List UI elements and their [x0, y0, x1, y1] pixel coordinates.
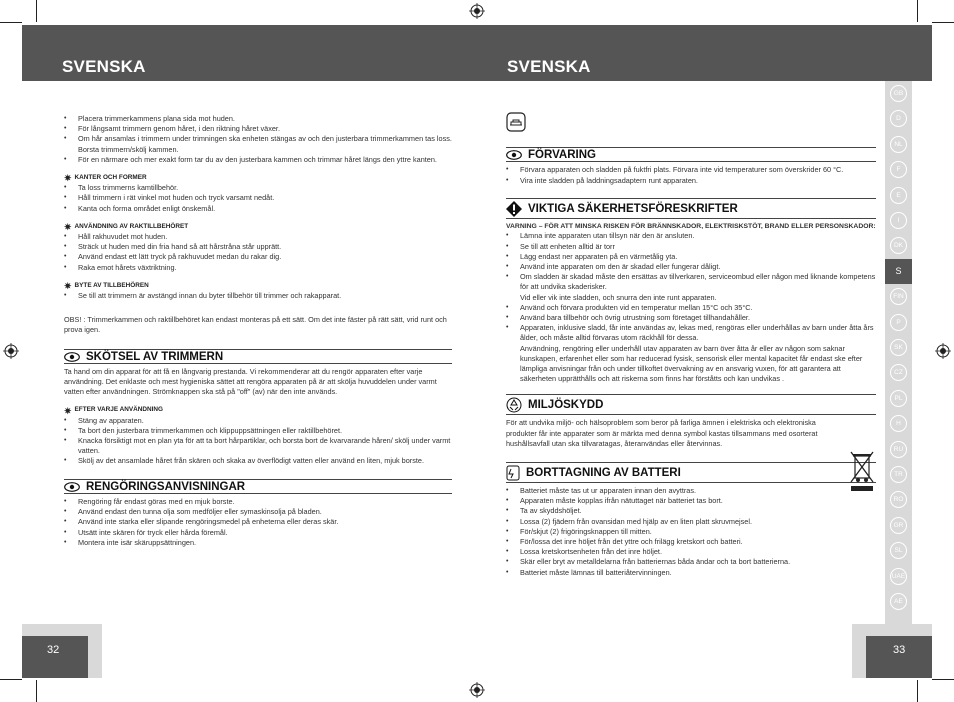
section-heading-cleaning — [64, 479, 452, 494]
list-item: • Ta loss trimmerns kamtillbehör. — [64, 183, 452, 193]
section-title: MILJÖSKYDD — [528, 399, 604, 412]
tab-lang-nl[interactable]: NL — [890, 136, 907, 153]
section-title: SKÖTSEL AV TRIMMERN — [86, 350, 224, 363]
shaver-list — [64, 232, 452, 273]
page-number-left — [22, 636, 88, 678]
tab-lang-pl[interactable]: PL — [890, 390, 907, 407]
list-item: • Kanta och forma området enligt önskemål. — [64, 204, 452, 214]
list-item: • Håll rakhuvudet mot huden. — [64, 232, 452, 242]
crop-mark — [917, 680, 918, 702]
recycle-icon — [506, 397, 522, 413]
battery-icon — [506, 465, 520, 481]
list-item: • Sträck ut huden med din fria hand så att hårstråna står upprätt. — [64, 242, 452, 252]
list-item: • Stäng av apparaten. — [64, 416, 452, 426]
list-item: • Lossa kretskortsenheten från det inre höljet. — [506, 547, 876, 557]
list-item: • För långsamt trimmern genom håret, i den riktning håret växer. — [64, 124, 452, 134]
section-heading-environment — [506, 394, 876, 415]
list-item: • För/lossa det inre höljet från det yttre och frilägg kretskort och batteri. — [506, 537, 876, 547]
crop-mark — [932, 22, 954, 23]
page-number: 33 — [893, 644, 906, 656]
tab-lang-sk[interactable]: SK — [890, 339, 907, 356]
subheading — [64, 405, 452, 415]
list-item: • Använd bara tillbehör och övrig utrustning som företaget tillhandahåller. — [506, 313, 876, 323]
right-page-header — [477, 25, 932, 81]
tab-lang-tr[interactable]: TR — [890, 466, 907, 483]
cleaning-list — [64, 497, 452, 548]
list-item: • Lägg endast ner apparaten på en värmetålig yta. — [506, 252, 876, 262]
tab-lang-fin[interactable]: FIN — [890, 288, 907, 305]
warning-text: VARNING – FÖR ATT MINSKA RISKEN FÖR BRÄNNSKADOR, ELEKTRISKSTÖT, BRAND ELLER PERSONSKADOR: — [506, 222, 876, 230]
list-item: • Placera trimmerkammens plana sida mot huden. — [64, 114, 452, 124]
list-item: • Batteriet måste lämnas till batteriåtervinningen. — [506, 568, 876, 578]
list-item: • Om hår ansamlas i trimmern under trimningen ska enheten stängas av och den justerbara trimmerkammen tas loss. Borsta trimmern/skölj kammen. — [64, 134, 452, 154]
tab-lang-f[interactable]: F — [890, 161, 907, 178]
list-item: • Lossa (2) fjädern från ovansidan med hjälp av en liten platt skruvmejsel. — [506, 517, 876, 527]
list-item: • Skär eller bryt av metalldelarna från batteriernas båda ändar och ta bort batterierna. — [506, 557, 876, 567]
subheading-label: EFTER VARJE ANVÄNDNING — [74, 406, 163, 414]
eye-icon — [64, 482, 80, 492]
list-item: • Se till att enheten alltid är torr — [506, 242, 876, 252]
list-item: • Använd endast den tunna olja som medföljer eller symaskinsolja på bladen. — [64, 507, 452, 517]
list-item: • Förvara apparaten och sladden på fuktfri plats. Förvara inte vid temperaturer som överskrider 60 °C. — [506, 165, 876, 175]
safety-list — [506, 231, 876, 384]
tab-lang-d[interactable]: D — [890, 110, 907, 127]
registration-mark-icon — [935, 343, 951, 359]
tab-lang-sl[interactable]: SL — [890, 542, 907, 559]
list-item: • Se till att trimmern är avstängd innan du byter tillbehör till trimmer och rakapparat. — [64, 291, 452, 301]
sparkle-icon: ✷ — [64, 405, 72, 416]
crop-mark — [36, 0, 37, 22]
page-title: SVENSKA — [507, 57, 591, 76]
sparkle-icon: ✷ — [64, 280, 72, 291]
list-item: • Utsätt inte skären för tryck eller hårda föremål. — [64, 528, 452, 538]
list-item: • Ta bort den justerbara trimmerkammen och klippuppsättningen eller raktillbehöret. — [64, 426, 452, 436]
section-heading-storage — [506, 147, 876, 162]
list-item: • För en närmare och mer exakt form tar du av den justerbara kammen och trimmar håret längs den yttre kanten. — [64, 155, 452, 165]
list-item: • Använd inte starka eller slipande rengöringsmedel på enheterna eller deras skär. — [64, 517, 452, 527]
eye-icon — [506, 150, 522, 160]
tab-lang-i[interactable]: I — [890, 212, 907, 229]
registration-mark-icon — [469, 682, 485, 698]
tab-lang-h[interactable]: H — [890, 415, 907, 432]
registration-mark-icon — [469, 3, 485, 19]
section-heading-safety — [506, 198, 876, 219]
list-item: • Ta av skyddshöljet. — [506, 506, 876, 516]
left-column — [64, 114, 452, 548]
left-page-header — [22, 25, 477, 81]
tab-lang-gb[interactable]: GB — [890, 85, 907, 102]
battery-list — [506, 486, 876, 578]
list-item: • Raka emot hårets växtriktning. — [64, 263, 452, 273]
subheading — [64, 222, 452, 232]
tab-lang-p[interactable]: P — [890, 314, 907, 331]
tab-lang-gr[interactable]: GR — [890, 517, 907, 534]
crop-mark — [36, 680, 37, 702]
crossed-bin-icon — [849, 450, 875, 492]
subheading — [64, 173, 452, 183]
list-item: • Använd och förvara produkten vid en temperatur mellan 15°C och 35°C. — [506, 303, 876, 313]
tab-lang-uae[interactable]: UAE — [890, 568, 907, 585]
subheading-label: ANVÄNDNING AV RAKTILLBEHÖRET — [74, 222, 189, 230]
edges-list — [64, 183, 452, 214]
tab-lang-dk[interactable]: DK — [890, 237, 907, 254]
page-title: SVENSKA — [62, 57, 146, 76]
page-number-right — [866, 636, 932, 678]
list-item: • Om sladden är skadad måste den ersättas av tillverkaren, serviceombud eller någon med liknande kompetens för att undvika skaderisker. Vid eller vik inte sladden, och snurra den inte runt apparaten. — [506, 272, 876, 303]
list-item: • Använd inte apparaten om den är skadad eller fungerar dåligt. — [506, 262, 876, 272]
intro-list — [64, 114, 452, 165]
list-item: • Apparaten, inklusive sladd, får inte användas av, lekas med, rengöras eller underhållas av barn under åtta års ålder, och måste alltid förvaras utom räckhåll för dessa. Användning, rengöring eller underhåll utav apparaten av barn över åtta år eller av någon som saknar kunskapen, erfarenhet eller som har reducerad fysisk, sensorisk eller mental kapacitet får endast ske efter lämpliga anvisningar från och under tillkoftet övervakning av en ansvarig vuxen, för att garantera att säkerheten upprätthålls och att riskerna som finns har förståtts och kan undvikas . — [506, 323, 876, 384]
list-item: • Skölj av det ansamlade håret från skären och skaka av överflödigt vatten eller använd en liten, mjuk borste. — [64, 456, 452, 466]
list-item: • Batteriet måste tas ut ur apparaten innan den avyttras. — [506, 486, 876, 496]
tab-lang-e[interactable]: E — [890, 187, 907, 204]
section-heading-care — [64, 349, 452, 364]
crop-mark — [932, 679, 954, 680]
tab-lang-cz[interactable]: CZ — [890, 364, 907, 381]
crop-mark — [0, 679, 22, 680]
page-number: 32 — [47, 644, 60, 656]
subheading-label: KANTER OCH FORMER — [74, 174, 147, 182]
list-item: • Rengöring får endast göras med en mjuk borste. — [64, 497, 452, 507]
section-title: BORTTAGNING AV BATTERI — [526, 466, 681, 479]
subheading-label: BYTE AV TILLBEHÖREN — [74, 281, 149, 289]
list-item: • Apparaten måste kopplas ifrån nätuttaget när batteriet tas bort. — [506, 496, 876, 506]
sparkle-icon: ✷ — [64, 221, 72, 232]
section-title: RENGÖRINGSANVISNINGAR — [86, 480, 246, 493]
eye-icon — [64, 352, 80, 362]
crop-mark — [0, 22, 22, 23]
list-item: • Montera inte isär skäruppsättningen. — [64, 538, 452, 548]
list-item: • Använd endast ett lätt tryck på rakhuvudet medan du rakar dig. — [64, 252, 452, 262]
accessories-list — [64, 291, 452, 301]
care-text: Ta hand om din apparat för att få en långvarig prestanda. Vi rekommenderar att du rengör apparaten efter varje användning. Det enklaste och mest hygieniska sättet att rengöra apparaten på är att skölja huvuddelen under varmt vatten efter användningen. Strömknappen ska stå på "off" (av) när den inte används. — [64, 366, 437, 397]
crop-mark — [917, 0, 918, 22]
sparkle-icon: ✷ — [64, 173, 72, 184]
section-title: VIKTIGA SÄKERHETSFÖRESKRIFTER — [528, 202, 738, 215]
language-tabs — [885, 81, 912, 624]
list-item: • Lämna inte apparaten utan tillsyn när den är ansluten. — [506, 231, 876, 241]
section-title: FÖRVARING — [528, 149, 596, 162]
registration-mark-icon — [3, 343, 19, 359]
bed-storage-icon — [506, 112, 526, 132]
list-item: • Knacka försiktigt mot en plan yta för att ta bort hårpartiklar, och borsta bort de kvarvarande håren/ skölj under varmt vatten. — [64, 436, 452, 456]
tab-lang-ro[interactable]: RO — [890, 491, 907, 508]
list-item: • För/skjut (2) frigöringsknappen till mitten. — [506, 527, 876, 537]
right-column — [506, 112, 876, 578]
environment-text: För att undvika miljö- och hälsoproblem som beror på farliga ämnen i elektriska och elektroniska produkter får inte apparater som är märkta med denna symbol kastas tillsammans med osorterat hushållsavfall utan ska tillvaratagas, återanvändas eller återvinnas. — [506, 418, 818, 448]
care-list — [64, 416, 452, 467]
list-item: • Vira inte sladden på laddningsadaptern runt apparaten. — [506, 176, 876, 186]
list-item: • Håll trimmern i rät vinkel mot huden och tryck varsamt nedåt. — [64, 193, 452, 203]
tab-lang-s[interactable]: S — [885, 259, 912, 284]
storage-list — [506, 165, 876, 185]
tab-lang-ru[interactable]: RU — [890, 441, 907, 458]
subheading — [64, 281, 452, 291]
obs-note: OBS! : Trimmerkammen och raktillbehöret kan endast monteras på ett sätt. Om det inte fäster på rätt sätt, vrid runt och prova igen. — [64, 315, 447, 335]
section-heading-battery — [506, 462, 876, 483]
warning-icon — [506, 201, 522, 217]
tab-lang-ae[interactable]: AE — [890, 593, 907, 610]
